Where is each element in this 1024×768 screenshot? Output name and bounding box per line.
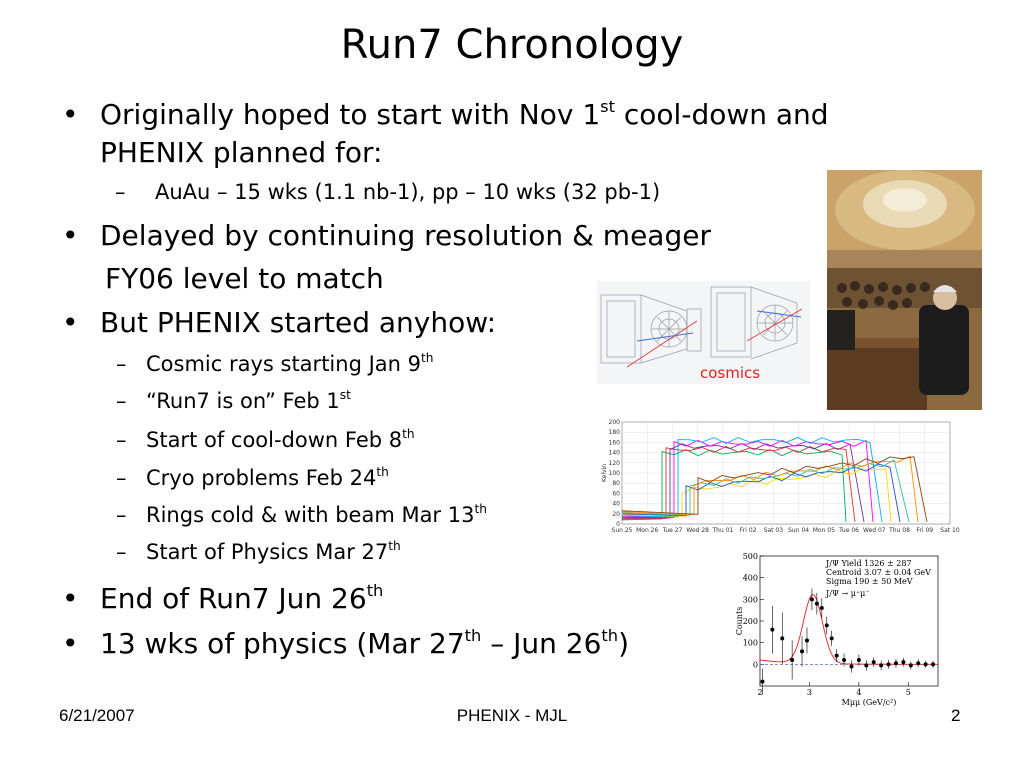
chart-ytick-label: 200 xyxy=(608,419,620,426)
chamber-photo-illustration xyxy=(827,170,982,410)
chart-xtick-label: Thu 01 xyxy=(712,527,734,534)
chart-xtick-label: Mon 26 xyxy=(636,527,659,534)
chart-xtick-label: Tue 27 xyxy=(662,527,683,534)
data-point xyxy=(894,661,898,665)
data-point xyxy=(887,662,891,666)
chart-ytick-label: 80 xyxy=(612,480,620,488)
bullet-4-sup: th xyxy=(366,580,384,600)
plot-ytick-label: 100 xyxy=(742,638,758,648)
data-point xyxy=(800,649,804,653)
plot-ytick-label: 0 xyxy=(752,660,758,670)
sub-bullet-run7-on xyxy=(116,387,351,413)
chart-ytick-label: 0 xyxy=(616,521,620,528)
data-point xyxy=(790,658,794,662)
chart-xtick-label: Thu 08 xyxy=(889,527,910,534)
chart-ytick-label: 40 xyxy=(612,500,620,508)
chart-xtick-label: Sun 04 xyxy=(788,527,810,534)
data-point xyxy=(835,654,839,658)
data-point xyxy=(872,660,876,664)
bullet-1-line-2: PHENIX planned for: xyxy=(100,136,383,169)
data-point xyxy=(815,602,819,606)
plot-ytick-label: 300 xyxy=(742,595,758,605)
bullet-5 xyxy=(62,625,629,660)
bullet-1-text-end: cool-down and xyxy=(615,98,829,131)
data-point xyxy=(820,606,824,610)
data-point xyxy=(805,639,809,643)
sub-bullet-text: AuAu – 15 wks (1.1 nb-1), pp – 10 wks (32 pb-1) xyxy=(155,180,661,204)
chart-xtick-label: Fri 02 xyxy=(739,527,757,534)
bullet-dot: • xyxy=(62,306,79,339)
cosmics-caption: cosmics xyxy=(700,364,761,382)
bullet-3 xyxy=(62,306,497,339)
bullet-2 xyxy=(62,219,711,252)
sub-bullet-aa-pp xyxy=(115,180,661,204)
slide-title: Run7 Chronology xyxy=(340,22,684,68)
data-point xyxy=(825,623,829,627)
chart-ytick-label: 140 xyxy=(608,449,620,457)
cryo-temperature-chart xyxy=(598,416,960,538)
data-point xyxy=(760,680,764,684)
data-point xyxy=(879,663,883,667)
chamber-photo xyxy=(827,170,982,410)
bullet-4-text: End of Run7 Jun 26 xyxy=(100,582,367,615)
sub-bullet-sup: th xyxy=(420,350,434,365)
sub-bullet-dash: – xyxy=(116,466,127,490)
chart-xtick-label: Sat 03 xyxy=(763,527,784,534)
bullet-5-text: 13 wks of physics (Mar 27 xyxy=(100,627,465,660)
sub-bullet-sup: th xyxy=(474,501,487,516)
sub-bullet-physics xyxy=(116,538,401,564)
data-point xyxy=(770,628,774,632)
chart-ytick-label: 160 xyxy=(608,439,620,447)
plot-xtick-label: 3 xyxy=(806,688,812,697)
bullet-dot: • xyxy=(62,219,79,252)
sub-bullet-cooldown xyxy=(116,426,415,452)
sub-bullet-sup: th xyxy=(376,464,389,479)
sub-bullet-rings xyxy=(116,501,487,527)
chart-ytick-label: 60 xyxy=(612,490,620,498)
bullet-2-text: Delayed by continuing resolution & meager xyxy=(100,219,711,252)
plot-legend-line: J/Ψ Yield 1326 ± 287 xyxy=(826,559,912,568)
data-point xyxy=(916,661,920,665)
plot-xtick-label: 5 xyxy=(905,688,911,697)
jpsi-mass-svg xyxy=(736,548,946,708)
plot-ytick-label: 500 xyxy=(742,552,758,561)
sub-bullet-text: Start of cool-down Feb 8 xyxy=(146,428,403,452)
chart-ytick-label: 20 xyxy=(612,510,620,518)
sub-bullet-text: Cryo problems Feb 24 xyxy=(146,466,377,490)
sub-bullet-dash: – xyxy=(116,540,127,564)
jpsi-mass-plot xyxy=(736,548,946,708)
chart-xtick-label: Sun 25 xyxy=(611,527,633,534)
chart-xtick-label: Wed 07 xyxy=(862,527,886,534)
data-point xyxy=(830,636,834,640)
footer-page-number: 2 xyxy=(951,706,961,725)
chart-xtick-label: Wed 28 xyxy=(686,527,710,534)
sub-bullet-dash: – xyxy=(116,352,127,376)
data-point xyxy=(901,660,905,664)
data-point xyxy=(931,662,935,666)
sub-bullet-sup: st xyxy=(339,387,351,402)
bullet-5-sup-2: th xyxy=(601,625,619,645)
bullet-1-sup: st xyxy=(600,96,615,116)
bullet-5-text-end: ) xyxy=(618,627,629,660)
sub-bullet-dash: – xyxy=(115,180,126,204)
plot-ylabel: Counts xyxy=(735,606,744,636)
sub-bullet-dash: – xyxy=(116,503,127,527)
sub-bullet-text: Cosmic rays starting Jan 9 xyxy=(146,352,421,376)
bullet-5-sup-1: th xyxy=(464,625,482,645)
data-point xyxy=(849,665,853,669)
plot-xtick-label: 2 xyxy=(757,688,763,697)
bullet-2-line-2: FY06 level to match xyxy=(105,262,384,295)
sub-bullet-sup: th xyxy=(388,538,401,553)
data-point xyxy=(842,658,846,662)
plot-ytick-label: 400 xyxy=(742,573,758,583)
data-point xyxy=(857,658,861,662)
sub-bullet-dash: – xyxy=(116,428,127,452)
plot-ytick-label: 200 xyxy=(742,617,758,626)
chart-xtick-label: Mon 05 xyxy=(812,527,835,534)
bullet-1-text: Originally hoped to start with Nov 1 xyxy=(100,98,601,131)
bullet-3-text: But PHENIX started anyhow: xyxy=(100,306,497,339)
sub-bullet-text: “Run7 is on” Feb 1 xyxy=(146,389,340,413)
bullet-dot: • xyxy=(62,98,79,131)
data-point xyxy=(810,597,814,601)
footer-center: PHENIX - MJL xyxy=(456,706,568,725)
data-point xyxy=(780,636,784,640)
sub-bullet-text: Rings cold & with beam Mar 13 xyxy=(146,503,475,527)
data-point xyxy=(864,663,868,667)
bullet-dot: • xyxy=(62,582,79,615)
chart-ytick-label: 100 xyxy=(608,470,620,477)
chart-ytick-label: 180 xyxy=(608,429,620,437)
cryo-temperature-svg xyxy=(598,416,960,538)
bullet-dot: • xyxy=(62,627,79,660)
footer-date: 6/21/2007 xyxy=(59,706,135,725)
plot-legend-line: Sigma 190 ± 50 MeV xyxy=(826,577,913,586)
sub-bullet-cryo xyxy=(116,464,389,490)
plot-legend-line: Centroid 3.07 ± 0.04 GeV xyxy=(826,568,931,577)
chart-xtick-label: Tue 06 xyxy=(839,527,859,534)
sub-bullet-text: Start of Physics Mar 27 xyxy=(146,540,389,564)
bullet-4 xyxy=(62,580,384,615)
sub-bullet-sup: th xyxy=(402,426,415,441)
sub-bullet-cosmic xyxy=(116,350,434,376)
bullet-5-text-mid: – Jun 26 xyxy=(481,627,602,660)
plot-decay-label: J/Ψ → μ⁺μ⁻ xyxy=(826,589,870,598)
chart-xtick-label: Sat 10 xyxy=(940,527,960,534)
data-point xyxy=(924,662,928,666)
bullet-1 xyxy=(62,96,829,131)
chart-xtick-label: Fri 09 xyxy=(916,527,934,534)
plot-xlabel: Mμμ (GeV/c²) xyxy=(841,698,897,707)
chart-ylabel: Kelvin xyxy=(601,463,608,483)
plot-xtick-label: 4 xyxy=(856,688,862,697)
chart-ytick-label: 120 xyxy=(608,459,620,467)
sub-bullet-dash: – xyxy=(116,389,127,413)
data-point xyxy=(909,663,913,667)
